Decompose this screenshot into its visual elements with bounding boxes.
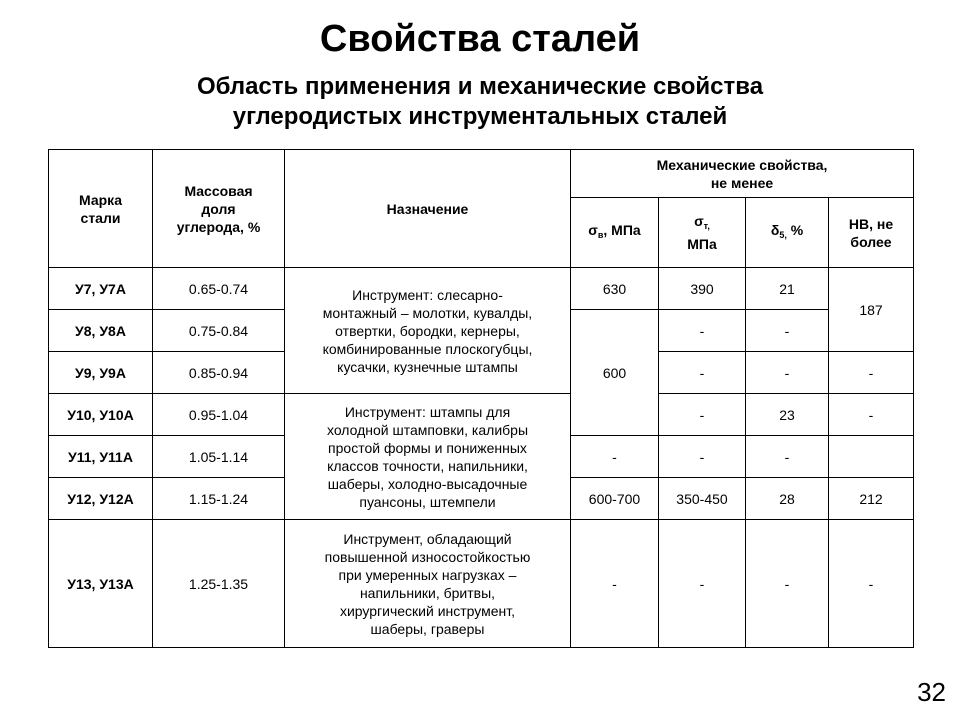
header-sigma-b: $\sigma_в$, МПа: [571, 198, 659, 268]
table-row: [49, 520, 914, 648]
delta-cell: 23: [746, 394, 829, 436]
sigma-b-cell: -: [571, 520, 659, 648]
carbon-cell: 0.65-0.74: [153, 268, 285, 310]
grade-cell: У13, У13А: [49, 520, 153, 648]
sigma-t-cell: -: [659, 520, 746, 648]
subtitle-line-1: Область применения и механические свойства: [196, 73, 764, 100]
hb-cell: 212: [829, 478, 914, 520]
delta-cell: -: [746, 310, 829, 352]
sigma-t-cell: -: [659, 352, 746, 394]
delta-cell: 28: [746, 478, 829, 520]
grade-cell: У12, У12А: [49, 478, 153, 520]
sigma-b-cell: 630: [571, 268, 659, 310]
sigma-b-cell: 600: [571, 310, 659, 436]
grade-cell: У11, У11А: [49, 436, 153, 478]
grade-cell: У10, У10А: [49, 394, 153, 436]
sigma-t-cell: -: [659, 436, 746, 478]
grade-cell: У7, У7А: [49, 268, 153, 310]
sigma-b-cell: -: [571, 436, 659, 478]
table-row: [49, 394, 914, 436]
carbon-cell: 1.25-1.35: [153, 520, 285, 648]
hb-cell: -: [829, 520, 914, 648]
header-mechanical: Механические свойства, не менее: [571, 150, 914, 198]
purpose-cell-1: Инструмент: слесарно- монтажный – молотки, кувалды, отвертки, бородки, кернеры, комбинированные плоскогубцы, кусачки, кузнечные штампы: [285, 268, 571, 394]
delta-cell: -: [746, 352, 829, 394]
header-purpose: Назначение: [285, 150, 571, 268]
header-delta: $\delta_{5,}$ %: [746, 198, 829, 268]
hb-cell: [829, 436, 914, 478]
delta-cell: 21: [746, 268, 829, 310]
hb-cell: -: [829, 394, 914, 436]
sigma-t-cell: 390: [659, 268, 746, 310]
purpose-cell-2: Инструмент: штампы для холодной штамповки, калибры простой формы и пониженных классов точности, напильники, шаберы, холодно-высадочные пуансоны, штемпели: [285, 394, 571, 520]
sigma-b-cell: 600-700: [571, 478, 659, 520]
delta-cell: -: [746, 520, 829, 648]
carbon-cell: 0.95-1.04: [153, 394, 285, 436]
purpose-cell-3: Инструмент, обладающий повышенной износостойкостью при умеренных нагрузках – напильники, бритвы, хирургический инструмент, шаберы, граверы: [285, 520, 571, 648]
sigma-t-cell: -: [659, 394, 746, 436]
delta-cell: -: [746, 436, 829, 478]
hb-cell: 187: [829, 268, 914, 352]
hb-cell: -: [829, 352, 914, 394]
steel-properties-table: [48, 149, 914, 648]
table-row: [49, 268, 914, 310]
sigma-t-cell: 350-450: [659, 478, 746, 520]
carbon-cell: 0.85-0.94: [153, 352, 285, 394]
header-hb: НВ, не более: [829, 198, 914, 268]
sigma-t-cell: -: [659, 310, 746, 352]
slide-title: Свойства сталей: [319, 18, 641, 60]
subtitle-line-2: углеродистых инструментальных сталей: [232, 103, 728, 130]
header-sigma-t: $\sigma_{т,}$ МПа: [659, 198, 746, 268]
carbon-cell: 1.05-1.14: [153, 436, 285, 478]
grade-cell: У9, У9А: [49, 352, 153, 394]
page-number: 32: [917, 677, 946, 707]
header-grade: Марка стали: [49, 150, 153, 268]
grade-cell: У8, У8А: [49, 310, 153, 352]
header-row-1: [49, 150, 914, 198]
carbon-cell: 1.15-1.24: [153, 478, 285, 520]
header-carbon: Массовая доля углерода, %: [153, 150, 285, 268]
slide-subtitle: [0, 72, 960, 132]
carbon-cell: 0.75-0.84: [153, 310, 285, 352]
